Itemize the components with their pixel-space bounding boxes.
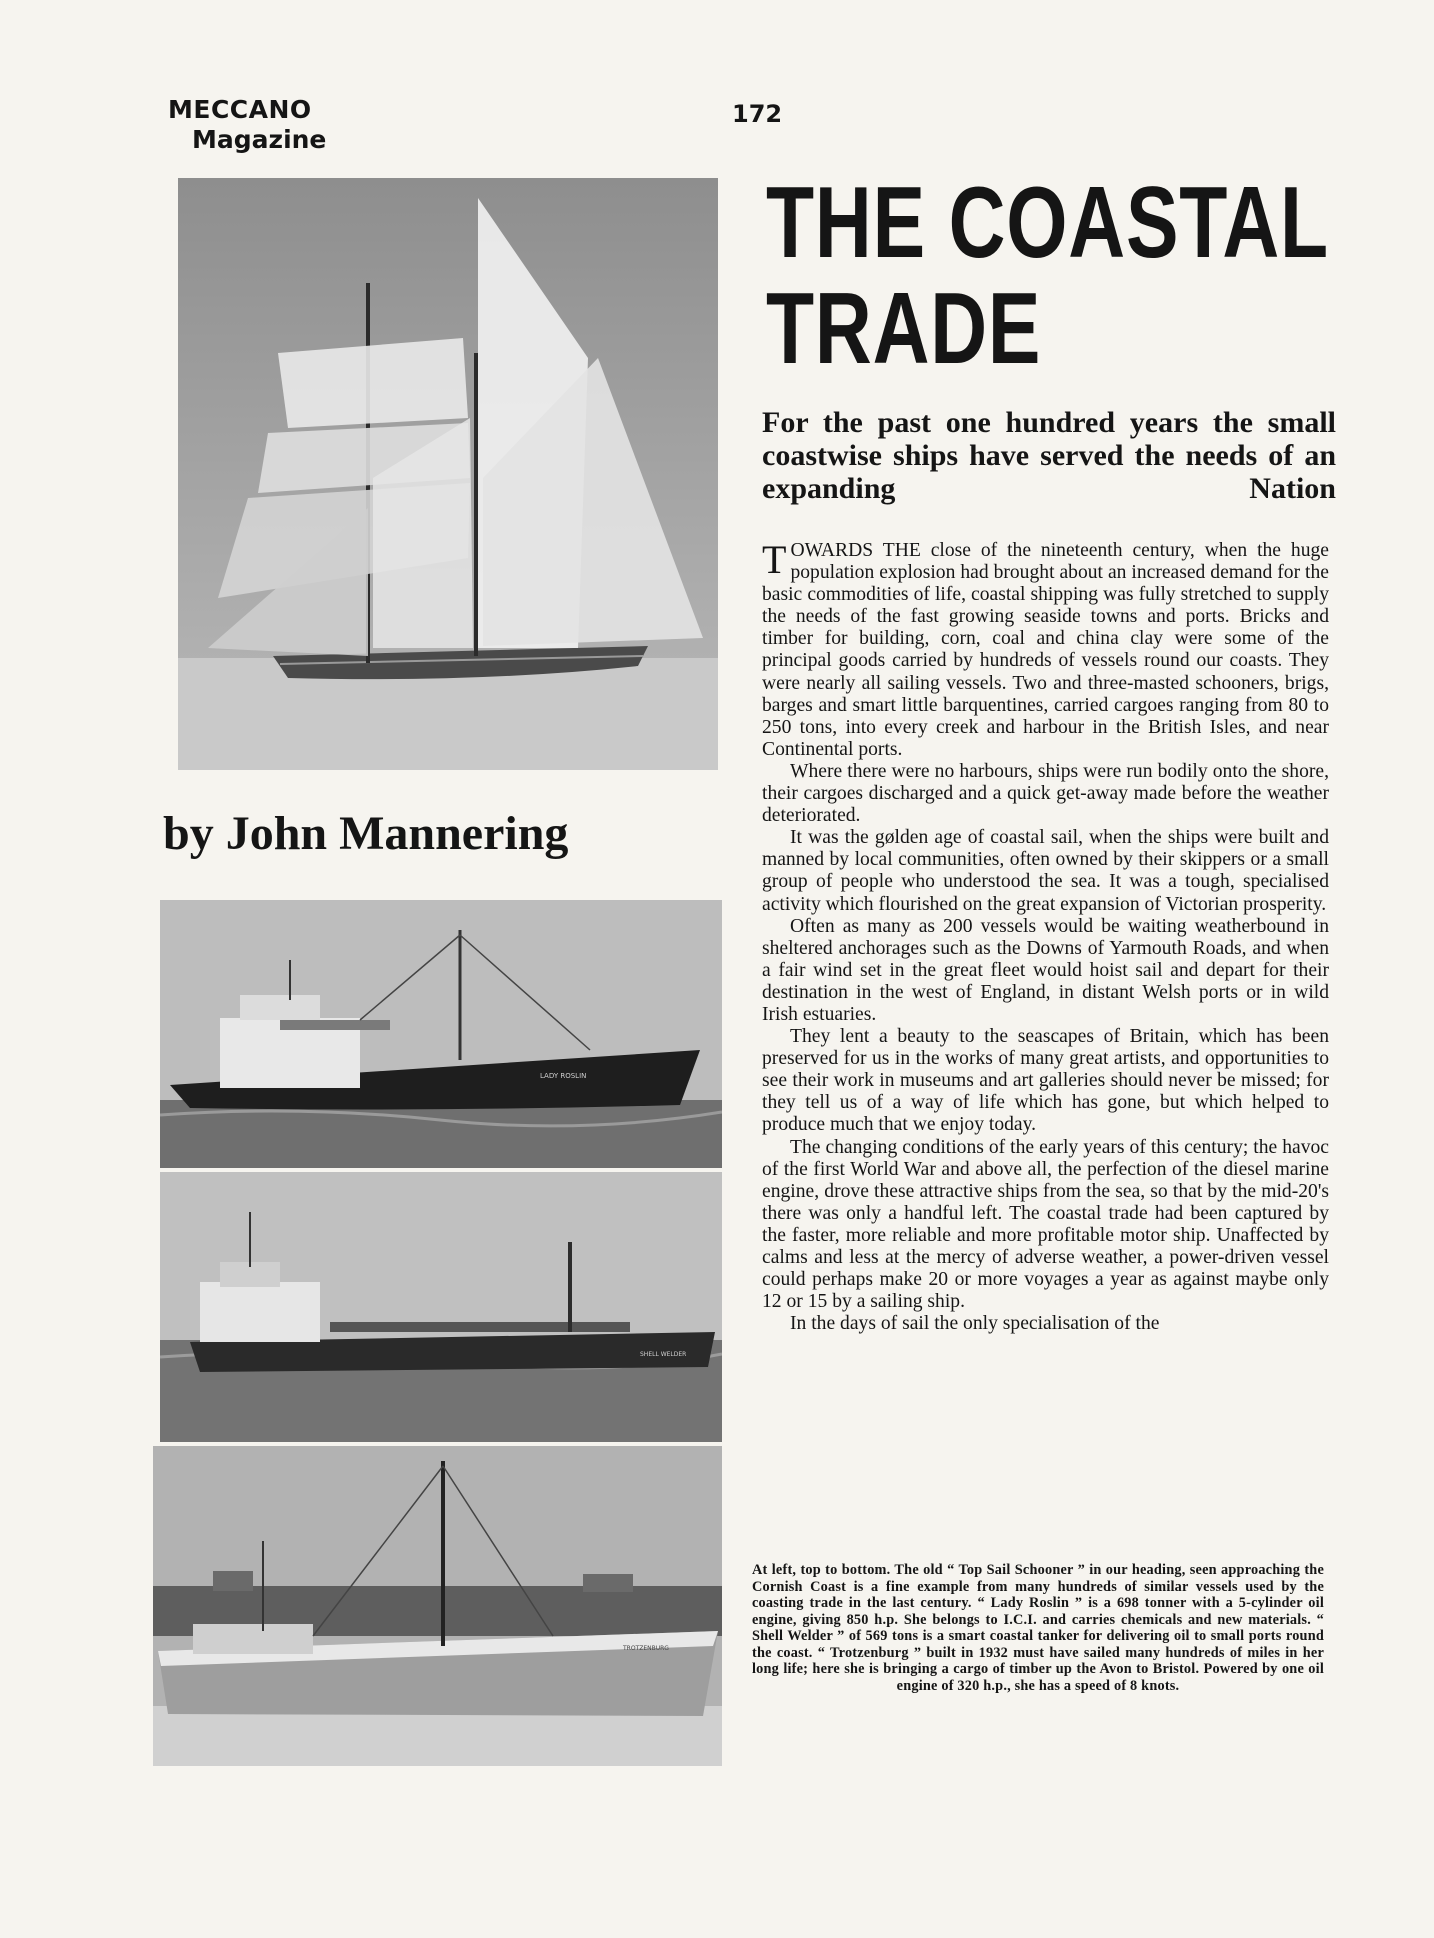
article-paragraph-2: Where there were no harbours, ships were run bodily onto the shore, their cargoes discharged and a quick get-away made before the weather deteriorated. — [762, 760, 1329, 827]
article-paragraph-6: The changing conditions of the early years of this century; the havoc of the first World War and above all, the perfection of the diesel marine engine, drove these attractive ships from the sea, so that by the mid-20's there was only a handful left. The coastal trade had been captured by the faster, more reliable and more profitable motor ship. Unaffected by calms and less at the mercy of adverse weather, a power-driven vessel could perhaps make 20 or more voyages a year as against maybe only 12 or 15 by a sailing ship. — [762, 1136, 1329, 1313]
article-subtitle: For the past one hundred years the small coastwise ships have served the needs of an expanding Nation — [762, 406, 1336, 505]
photo-caption: At left, top to bottom. The old “ Top Sail Schooner ” in our heading, seen approaching the Cornish Coast is a fine example from many hundreds of similar vessels used by the coasting trade in the last century. “ Lady Roslin ” is a 698 tonner with a 5-cylinder oil engine, giving 850 h.p. She belongs to I.C.I. and carries chemicals and new materials. “ Shell Welder ” of 569 tons is a smart coastal tanker for delivering oil to small ports round the coast. “ Trotzenburg ” built in 1932 must have sailed many hundreds of miles in her long life; here she is bringing a cargo of timber up the Avon to Bristol. Powered by one oil engine of 320 h.p., she has a speed of 8 knots. — [752, 1562, 1324, 1694]
masthead — [168, 95, 368, 155]
article-paragraph-3: It was the gølden age of coastal sail, when the ships were built and manned by local communities, often owned by their skippers or a small group of people who understood the sea. It was a tough, specialised activity which flourished on the great expansion of Victorian prosperity. — [762, 827, 1329, 915]
page-number: 172 — [732, 100, 783, 128]
article-paragraph-1: TOWARDS THE close of the nineteenth century, when the huge population explosion had brought about an increased demand for the basic commodities of life, coastal shipping was fully stretched to supply the needs of the fast growing seaside towns and ports. Bricks and timber for building, corn, coal and china clay were some of the principal goods carried by hundreds of vessels round our coasts. They were nearly all sailing vessels. Two and three-masted schooners, brigs, barges and smart little barquentines, carried cargoes ranging from 80 to 250 tons, into every creek and harbour in the British Isles, and near Continental ports. — [762, 537, 1329, 760]
lady-roslin-photo — [160, 900, 722, 1168]
article-title-line1: THE COASTAL — [766, 167, 1329, 279]
schooner-photo — [178, 178, 718, 770]
masthead-subtitle: Magazine — [192, 125, 327, 154]
byline: by John Mannering — [163, 807, 569, 860]
drop-cap: T — [762, 537, 787, 582]
lady-roslin-hull-text: LADY ROSLIN — [540, 1072, 587, 1080]
shell-welder-photo — [160, 1172, 722, 1442]
article-title-line2: TRADE — [766, 273, 1042, 385]
article-paragraph-7: In the days of sail the only specialisation of the — [790, 1313, 1160, 1335]
trotzenburg-hull-text: TROTZENBURG — [623, 1645, 669, 1652]
article-body — [762, 537, 1329, 1335]
masthead-title: MECCANO — [168, 95, 312, 124]
trotzenburg-photo — [153, 1446, 722, 1766]
article-paragraph-5: They lent a beauty to the seascapes of Britain, which has been preserved for us in the works of many great artists, and opportunities to see their work in museums and art galleries should never be missed; for they tell us of a way of life which has gone, but which helped to produce much that we enjoy today. — [762, 1026, 1329, 1136]
shell-welder-hull-text: SHELL WELDER — [640, 1351, 687, 1358]
article-title — [766, 167, 1329, 385]
article-paragraph-4: Often as many as 200 vessels would be waiting weatherbound in sheltered anchorages such as the Downs of Yarmouth Roads, and when a fair wind set in the great fleet would hoist sail and depart for their destination in the west of England, in distant Welsh ports or in wild Irish estuaries. — [762, 915, 1329, 1025]
